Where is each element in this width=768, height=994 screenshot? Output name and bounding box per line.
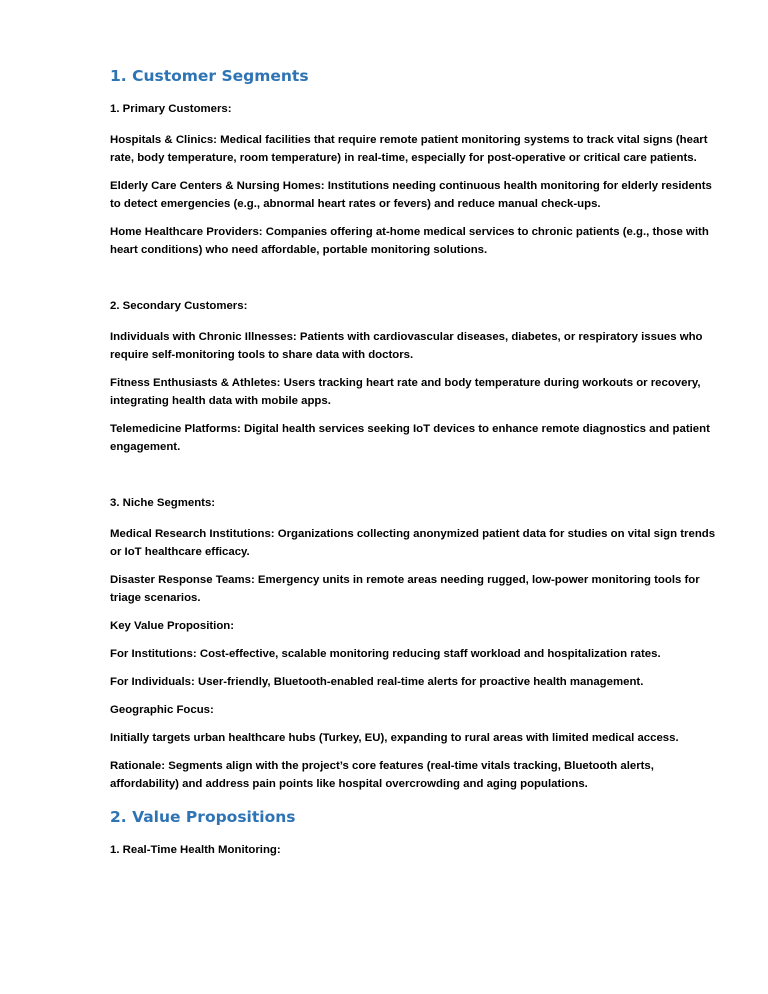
paragraph: Medical Research Institutions: Organizations collecting anonymized patient data for studies on vital sign trends or IoT healthcare efficacy. xyxy=(110,528,716,558)
document-page xyxy=(110,66,720,872)
section-heading-customer-segments: 1. Customer Segments xyxy=(110,67,309,85)
subheading-real-time-monitoring: 1. Real-Time Health Monitoring: xyxy=(110,844,281,856)
paragraph: Fitness Enthusiasts & Athletes: Users tracking heart rate and body temperature during workouts or recovery, integrating health data with mobile apps. xyxy=(110,377,701,407)
subheading-primary-customers: 1. Primary Customers: xyxy=(110,103,232,115)
paragraph: For Individuals: User-friendly, Bluetooth-enabled real-time alerts for proactive health management. xyxy=(110,676,644,688)
subheading-niche-segments: 3. Niche Segments: xyxy=(110,497,216,509)
section-heading-value-propositions: 2. Value Propositions xyxy=(110,808,296,826)
spacer xyxy=(110,466,720,494)
paragraph: Disaster Response Teams: Emergency units in remote areas needing rugged, low-power monitoring tools for triage scenarios. xyxy=(110,574,700,604)
paragraph: Telemedicine Platforms: Digital health services seeking IoT devices to enhance remote diagnostics and patient engagement. xyxy=(110,423,710,453)
paragraph: Home Healthcare Providers: Companies offering at-home medical services to chronic patients (e.g., those with heart conditions) who need affordable, portable monitoring solutions. xyxy=(110,226,709,256)
subheading-secondary-customers: 2. Secondary Customers: xyxy=(110,300,248,312)
paragraph-rationale: Rationale: Segments align with the project’s core features (real-time vitals tracking, Bluetooth alerts, affordability) and address pain points like hospital overcrowding and aging populations. xyxy=(110,760,654,790)
paragraph: For Institutions: Cost-effective, scalable monitoring reducing staff workload and hospitalization rates. xyxy=(110,648,661,660)
paragraph: Initially targets urban healthcare hubs (Turkey, EU), expanding to rural areas with limited medical access. xyxy=(110,732,679,744)
paragraph: Elderly Care Centers & Nursing Homes: Institutions needing continuous health monitoring for elderly residents to detect emergencies (e.g., abnormal heart rates or fevers) and reduce manual check-ups. xyxy=(110,180,712,210)
spacer xyxy=(110,269,720,297)
paragraph: Individuals with Chronic Illnesses: Patients with cardiovascular diseases, diabetes, or respiratory issues who require self-monitoring tools to share data with doctors. xyxy=(110,331,703,361)
subheading-key-value-proposition: Key Value Proposition: xyxy=(110,620,235,632)
subheading-geographic-focus: Geographic Focus: xyxy=(110,704,214,716)
paragraph: Hospitals & Clinics: Medical facilities that require remote patient monitoring systems to track vital signs (heart rate, body temperature, room temperature) in real-time, especially for post-operative or critical care patients. xyxy=(110,134,708,164)
